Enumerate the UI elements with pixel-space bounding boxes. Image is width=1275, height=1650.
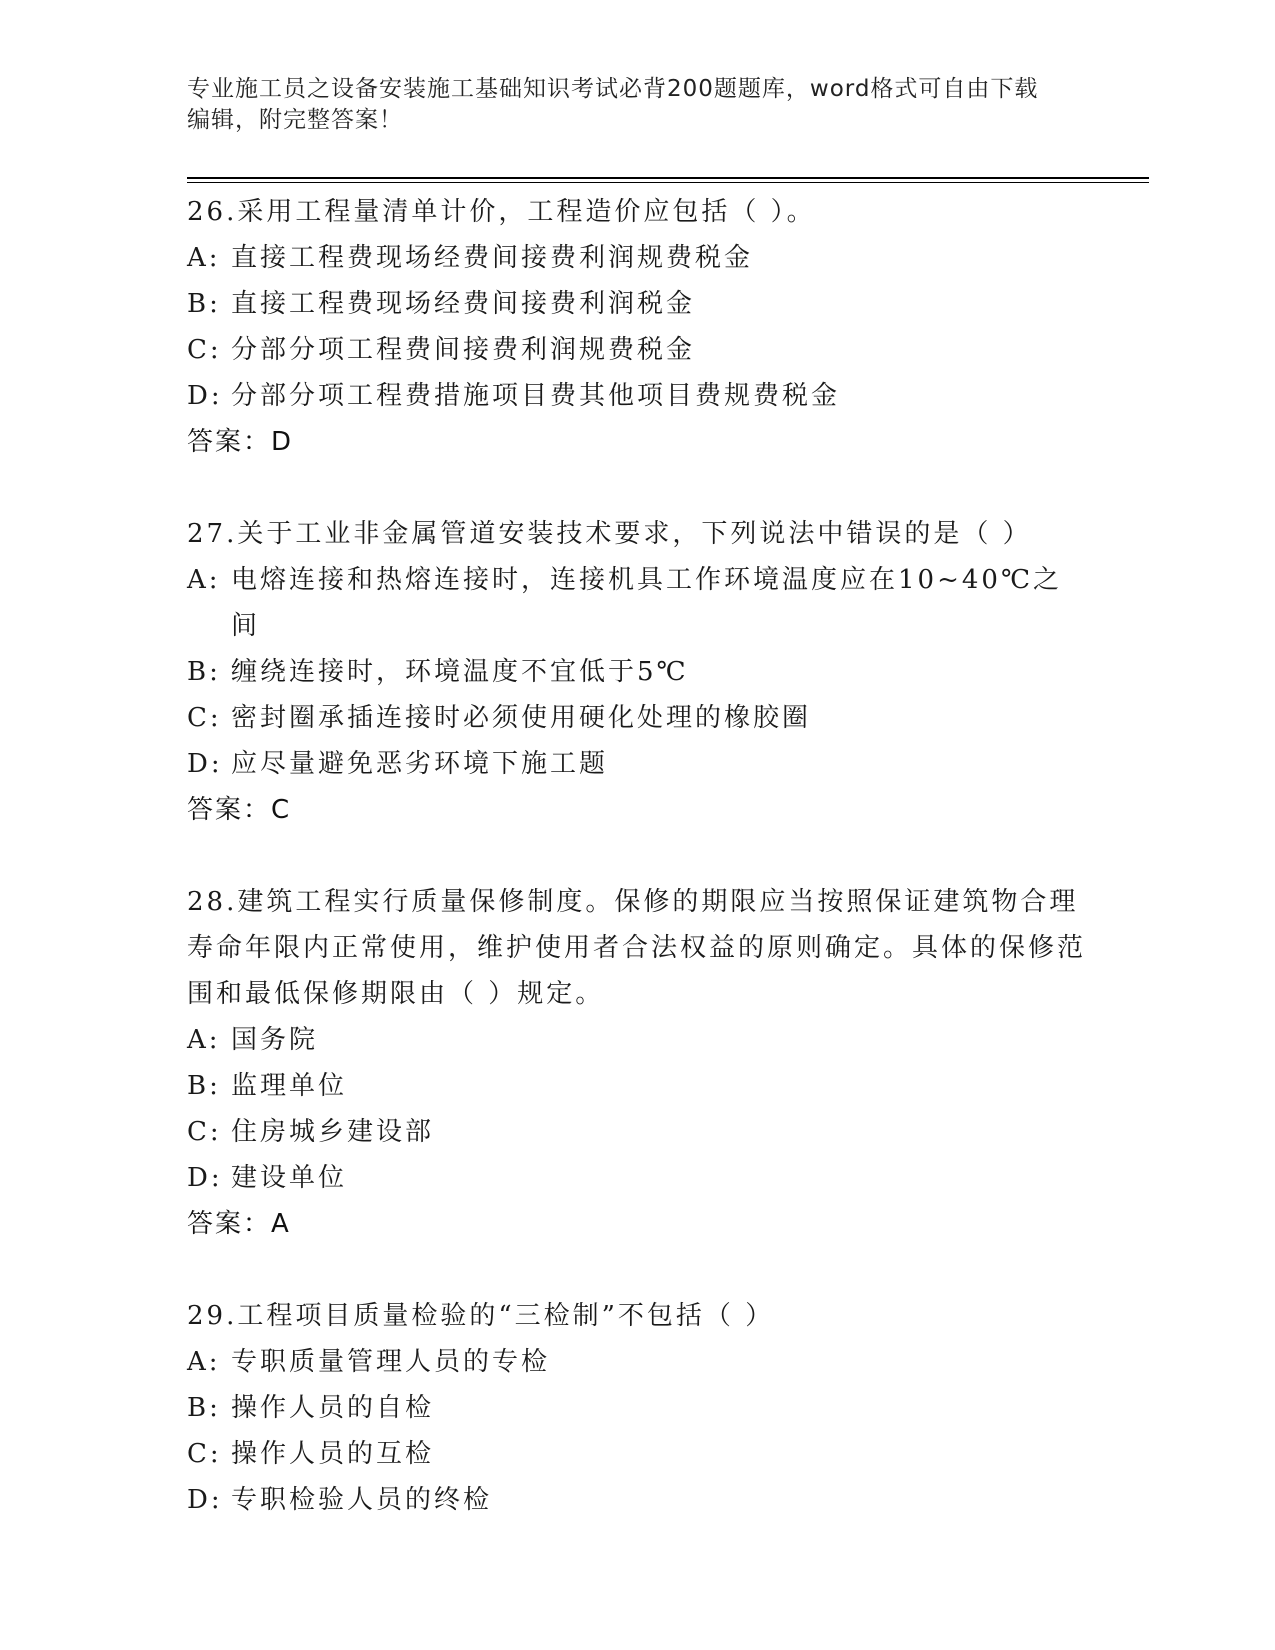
option-text: 操作人员的自检: [231, 1393, 435, 1423]
question-stem: 29.工程项目质量检验的“三检制”不包括（ ）: [187, 1301, 775, 1331]
option-letter: B:: [187, 1071, 221, 1101]
option-a: [187, 1017, 1087, 1063]
answer-value: D: [271, 427, 294, 457]
option-d: [187, 741, 1087, 787]
option-d: [187, 1155, 1087, 1201]
option-letter: A:: [187, 243, 221, 273]
option-text: 分部分项工程费间接费利润规费税金: [231, 335, 696, 365]
question-29: [187, 1293, 1087, 1523]
option-letter: D:: [187, 749, 223, 779]
option-letter: B:: [187, 1393, 221, 1423]
question-list: [187, 189, 1087, 1569]
option-letter: B:: [187, 657, 221, 687]
answer-line: [187, 419, 1087, 465]
option-letter: D:: [187, 381, 223, 411]
option-text: 操作人员的互检: [231, 1439, 435, 1469]
option-d: [187, 1477, 1087, 1523]
answer-value: C: [271, 795, 292, 825]
question-27: [187, 511, 1087, 833]
answer-value: A: [271, 1209, 291, 1239]
option-letter: C:: [187, 703, 222, 733]
header-line-2: 编辑，附完整答案！: [187, 107, 403, 133]
option-text: 监理单位: [231, 1071, 348, 1101]
option-b: [187, 1385, 1087, 1431]
option-text: 电熔连接和热熔连接时，连接机具工作环境温度应在10~40℃之间: [231, 565, 1063, 641]
option-text: 住房城乡建设部: [231, 1117, 435, 1147]
option-text: 缠绕连接时，环境温度不宜低于5℃: [231, 657, 689, 687]
option-letter: A:: [187, 1025, 221, 1055]
answer-label: 答案：: [187, 427, 272, 457]
option-text: 专职质量管理人员的专检: [231, 1347, 551, 1377]
answer-line: [187, 787, 1087, 833]
option-c: [187, 1431, 1087, 1477]
option-text: 分部分项工程费措施项目费其他项目费规费税金: [231, 381, 841, 411]
header-divider-thin: [187, 182, 1149, 183]
option-text: 密封圈承插连接时必须使用硬化处理的橡胶圈: [231, 703, 812, 733]
option-b: [187, 281, 1087, 327]
option-b: [187, 649, 1087, 695]
option-letter: A:: [187, 1347, 221, 1377]
option-text: 建设单位: [231, 1163, 348, 1193]
answer-line: [187, 1201, 1087, 1247]
option-letter: C:: [187, 1439, 222, 1469]
answer-label: 答案：: [187, 1209, 272, 1239]
option-text: 专职检验人员的终检: [231, 1485, 493, 1515]
option-letter: B:: [187, 289, 221, 319]
option-text: 国务院: [231, 1025, 319, 1055]
option-letter: A:: [187, 565, 221, 595]
option-text: 应尽量避免恶劣环境下施工题: [231, 749, 609, 779]
header-divider-thick: [187, 177, 1149, 179]
option-letter: D:: [187, 1163, 223, 1193]
option-c: [187, 327, 1087, 373]
option-c: [187, 1109, 1087, 1155]
option-text: 直接工程费现场经费间接费利润税金: [231, 289, 696, 319]
option-b: [187, 1063, 1087, 1109]
option-letter: C:: [187, 335, 222, 365]
option-a: [187, 235, 1087, 281]
option-letter: D:: [187, 1485, 223, 1515]
option-letter: C:: [187, 1117, 222, 1147]
option-text: 直接工程费现场经费间接费利润规费税金: [231, 243, 754, 273]
option-d: [187, 373, 1087, 419]
question-stem: 28.建筑工程实行质量保修制度。保修的期限应当按照保证建筑物合理寿命年限内正常使用，维护使用者合法权益的原则确定。具体的保修范围和最低保修期限由（ ）规定。: [187, 887, 1087, 1009]
answer-label: 答案：: [187, 795, 272, 825]
question-28: [187, 879, 1087, 1247]
question-26: [187, 189, 1087, 465]
question-stem: 26.采用工程量清单计价，工程造价应包括（ ）。: [187, 197, 816, 227]
option-a: [187, 1339, 1087, 1385]
document-header: [187, 74, 1087, 136]
header-line-1: 专业施工员之设备安装施工基础知识考试必背200题题库，word格式可自由下载: [187, 76, 1039, 102]
option-c: [187, 695, 1087, 741]
question-stem: 27.关于工业非金属管道安装技术要求，下列说法中错误的是（ ）: [187, 519, 1032, 549]
option-a: [187, 557, 1087, 649]
